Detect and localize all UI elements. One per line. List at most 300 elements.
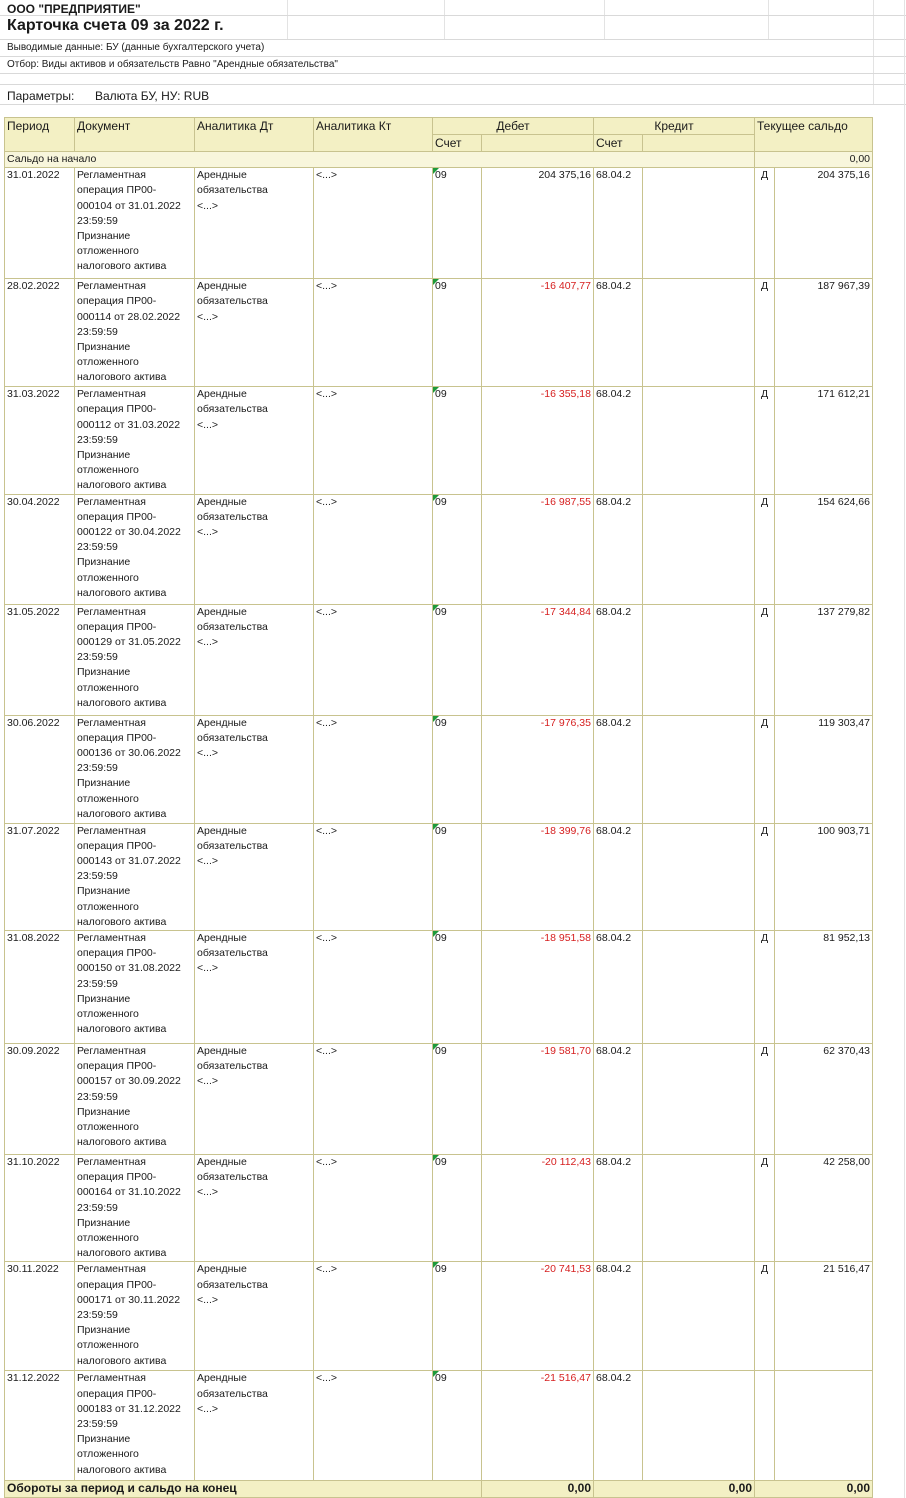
credit-account-cell: 68.04.2 [594, 168, 643, 279]
balance-cell: 171 612,21 [775, 387, 873, 494]
analytics-kt-cell: <...> [314, 1262, 433, 1371]
drilldown-marker-icon [433, 716, 439, 722]
analytics-dt-line: Арендные [197, 716, 247, 729]
analytics-dt-line: Арендные [197, 169, 247, 182]
credit-sum-cell [643, 1371, 755, 1481]
period-cell[interactable]: 31.03.2022 [5, 387, 75, 494]
analytics-dt-line: <...> [197, 526, 219, 539]
debit-sum-cell: -16 355,18 [482, 387, 594, 494]
debit-sum-cell: -17 344,84 [482, 604, 594, 715]
credit-account-cell: 68.04.2 [594, 279, 643, 387]
debit-account-text: 09 [435, 605, 447, 618]
debit-account-text: 09 [435, 280, 447, 293]
drilldown-marker-icon [433, 824, 439, 830]
document-line: операция ПР00- [77, 620, 157, 633]
balance-cell: 62 370,43 [775, 1044, 873, 1155]
document-line: Регламентная [77, 824, 146, 837]
balance-cell [775, 1371, 873, 1481]
grid-edge [904, 0, 905, 1498]
debit-account-text: 09 [435, 388, 447, 401]
drilldown-marker-icon [433, 605, 439, 611]
table-row [5, 931, 873, 1044]
document-line: 000136 от 30.06.2022 [77, 747, 181, 760]
document-line: 000171 от 30.11.2022 [77, 1293, 181, 1306]
document-line: отложенного [77, 245, 139, 258]
credit-sum-cell [643, 1155, 755, 1262]
document-line: отложенного [77, 1448, 139, 1461]
col-period: Период [5, 118, 75, 152]
document-line: Регламентная [77, 1372, 146, 1385]
credit-account-cell: 68.04.2 [594, 494, 643, 604]
document-line: отложенного [77, 681, 139, 694]
document-line: Регламентная [77, 716, 146, 729]
analytics-dt-line: обязательства [197, 295, 268, 308]
document-line: отложенного [77, 464, 139, 477]
balance-type-cell: Д [755, 1262, 775, 1371]
table-row [5, 494, 873, 604]
analytics-dt-line: обязательства [197, 620, 268, 633]
analytics-dt-line: <...> [197, 310, 219, 323]
analytics-kt-cell: <...> [314, 931, 433, 1044]
analytics-kt-cell: <...> [314, 823, 433, 930]
credit-account-cell: 68.04.2 [594, 931, 643, 1044]
document-line: 000104 от 31.01.2022 [77, 199, 181, 212]
analytics-dt-line: <...> [197, 747, 219, 760]
analytics-dt-line: обязательства [197, 1387, 268, 1400]
analytics-dt-line: Арендные [197, 495, 247, 508]
document-cell[interactable] [75, 168, 195, 279]
document-line: налогового актива [77, 1023, 167, 1036]
document-line: 23:59:59 [77, 1090, 118, 1103]
opening-balance-row [5, 152, 873, 168]
params-label: Параметры: [7, 89, 75, 103]
document-line: 000164 от 31.10.2022 [77, 1186, 181, 1199]
document-line: 23:59:59 [77, 1418, 118, 1431]
debit-account-cell[interactable] [433, 279, 482, 387]
totals-row [5, 1481, 873, 1497]
analytics-dt-cell [195, 1371, 314, 1481]
analytics-kt-cell: <...> [314, 168, 433, 279]
credit-sum-cell [643, 279, 755, 387]
balance-type-cell: Д [755, 604, 775, 715]
balance-type-cell: Д [755, 1044, 775, 1155]
period-cell[interactable]: 31.01.2022 [5, 168, 75, 279]
col-analytics-dt: Аналитика Дт [195, 118, 314, 152]
credit-sum-cell [643, 823, 755, 930]
analytics-dt-line: обязательства [197, 1171, 268, 1184]
document-cell[interactable] [75, 494, 195, 604]
analytics-dt-cell [195, 1044, 314, 1155]
col-debit: Дебет [433, 118, 594, 135]
analytics-dt-line: Арендные [197, 824, 247, 837]
header-row [5, 118, 873, 135]
period-cell[interactable]: 31.12.2022 [5, 1371, 75, 1481]
document-line: налогового актива [77, 1247, 167, 1260]
document-line: Признание [77, 449, 131, 462]
balance-cell: 81 952,13 [775, 931, 873, 1044]
balance-type-cell: Д [755, 387, 775, 494]
analytics-dt-line: <...> [197, 636, 219, 649]
document-line: Регламентная [77, 1263, 146, 1276]
document-line: 23:59:59 [77, 433, 118, 446]
col-balance: Текущее сальдо [755, 118, 873, 152]
analytics-dt-cell [195, 931, 314, 1044]
balance-type-cell: Д [755, 279, 775, 387]
balance-cell: 42 258,00 [775, 1155, 873, 1262]
balance-type-cell: Д [755, 168, 775, 279]
document-line: Признание [77, 1216, 131, 1229]
document-line: Регламентная [77, 388, 146, 401]
totals-label: Обороты за период и сальдо на конец [5, 1481, 482, 1497]
document-cell[interactable] [75, 387, 195, 494]
analytics-dt-line: Арендные [197, 388, 247, 401]
analytics-dt-line: <...> [197, 1186, 219, 1199]
drilldown-marker-icon [433, 1155, 439, 1161]
document-line: отложенного [77, 1339, 139, 1352]
document-line: 23:59:59 [77, 1309, 118, 1322]
credit-account-cell: 68.04.2 [594, 1044, 643, 1155]
balance-cell: 204 375,16 [775, 168, 873, 279]
table-row [5, 279, 873, 387]
document-line: 23:59:59 [77, 870, 118, 883]
credit-sum-cell [643, 387, 755, 494]
balance-cell: 154 624,66 [775, 494, 873, 604]
report-title: Карточка счета 09 за 2022 г. [7, 17, 224, 34]
document-line: 23:59:59 [77, 977, 118, 990]
document-cell[interactable] [75, 1262, 195, 1371]
table-row [5, 168, 873, 279]
document-line: Регламентная [77, 280, 146, 293]
document-line: Признание [77, 1324, 131, 1337]
filter-text: Отбор: Виды активов и обязательств Равно "Арендные обязательства" [7, 59, 338, 70]
analytics-dt-line: обязательства [197, 184, 268, 197]
debit-account-cell[interactable] [433, 715, 482, 823]
spacer-line [0, 74, 906, 85]
analytics-dt-line: Арендные [197, 1372, 247, 1385]
balance-type-cell: Д [755, 715, 775, 823]
document-line: отложенного [77, 1232, 139, 1245]
document-line: Регламентная [77, 932, 146, 945]
document-line: отложенного [77, 356, 139, 369]
document-line: налогового актива [77, 1354, 167, 1367]
balance-cell: 119 303,47 [775, 715, 873, 823]
analytics-dt-line: Арендные [197, 280, 247, 293]
drilldown-marker-icon [433, 279, 439, 285]
org-name: ООО "ПРЕДПРИЯТИЕ" [7, 2, 141, 16]
table-row [5, 823, 873, 930]
analytics-dt-line: обязательства [197, 510, 268, 523]
credit-sum-cell [643, 494, 755, 604]
analytics-dt-cell [195, 1262, 314, 1371]
document-cell[interactable] [75, 1044, 195, 1155]
col-analytics-kt: Аналитика Кт [314, 118, 433, 152]
document-cell[interactable] [75, 1155, 195, 1262]
analytics-dt-cell [195, 715, 314, 823]
document-line: Признание [77, 777, 131, 790]
document-cell[interactable] [75, 823, 195, 930]
balance-cell: 137 279,82 [775, 604, 873, 715]
table-row [5, 387, 873, 494]
document-line: Признание [77, 666, 131, 679]
analytics-kt-cell: <...> [314, 279, 433, 387]
debit-sum-cell: -17 976,35 [482, 715, 594, 823]
debit-sum-cell: -18 399,76 [482, 823, 594, 930]
debit-account-text: 09 [435, 1156, 447, 1169]
balance-type-cell: Д [755, 823, 775, 930]
period-cell[interactable]: 31.10.2022 [5, 1155, 75, 1262]
debit-sum-cell: 204 375,16 [482, 168, 594, 279]
document-line: 000122 от 30.04.2022 [77, 526, 181, 539]
document-line: отложенного [77, 792, 139, 805]
col-document: Документ [75, 118, 195, 152]
document-line: 23:59:59 [77, 1201, 118, 1214]
analytics-dt-cell [195, 1155, 314, 1262]
output-data-text: Выводимые данные: БУ (данные бухгалтерского учета) [7, 42, 265, 53]
analytics-dt-cell [195, 387, 314, 494]
debit-account-text: 09 [435, 1045, 447, 1058]
debit-account-text: 09 [435, 1263, 447, 1276]
document-line: операция ПР00- [77, 839, 157, 852]
document-line: 23:59:59 [77, 214, 118, 227]
document-line: операция ПР00- [77, 1278, 157, 1291]
totals-balance: 0,00 [755, 1481, 873, 1497]
document-cell[interactable] [75, 604, 195, 715]
analytics-dt-line: обязательства [197, 1060, 268, 1073]
document-cell[interactable] [75, 1371, 195, 1481]
col-debit-sum [482, 135, 594, 152]
document-line: операция ПР00- [77, 184, 157, 197]
document-line: 000150 от 31.08.2022 [77, 962, 181, 975]
document-line: отложенного [77, 1008, 139, 1021]
period-cell[interactable]: 30.04.2022 [5, 494, 75, 604]
debit-account-cell[interactable] [433, 931, 482, 1044]
drilldown-marker-icon [433, 168, 439, 174]
analytics-dt-line: <...> [197, 962, 219, 975]
debit-account-cell[interactable] [433, 1044, 482, 1155]
analytics-kt-cell: <...> [314, 1155, 433, 1262]
document-line: операция ПР00- [77, 510, 157, 523]
col-credit-account: Счет [594, 135, 643, 152]
credit-account-cell: 68.04.2 [594, 715, 643, 823]
debit-sum-cell: -16 987,55 [482, 494, 594, 604]
document-line: Признание [77, 885, 131, 898]
balance-type-cell [755, 1371, 775, 1481]
drilldown-marker-icon [433, 1044, 439, 1050]
table-row [5, 1044, 873, 1155]
document-line: отложенного [77, 900, 139, 913]
analytics-dt-line: Арендные [197, 932, 247, 945]
debit-account-cell[interactable] [433, 387, 482, 494]
document-line: налогового актива [77, 260, 167, 273]
document-line: операция ПР00- [77, 403, 157, 416]
document-line: 23:59:59 [77, 762, 118, 775]
analytics-dt-line: обязательства [197, 1278, 268, 1291]
debit-account-cell[interactable] [433, 1155, 482, 1262]
analytics-kt-cell: <...> [314, 604, 433, 715]
analytics-dt-line: <...> [197, 1293, 219, 1306]
document-line: налогового актива [77, 915, 167, 928]
document-line: налогового актива [77, 479, 167, 492]
debit-account-cell[interactable] [433, 494, 482, 604]
document-line: 23:59:59 [77, 651, 118, 664]
col-credit-sum [643, 135, 755, 152]
analytics-dt-cell [195, 604, 314, 715]
debit-account-text: 09 [435, 716, 447, 729]
credit-sum-cell [643, 1044, 755, 1155]
credit-sum-cell [643, 715, 755, 823]
credit-account-cell: 68.04.2 [594, 823, 643, 930]
credit-sum-cell [643, 168, 755, 279]
debit-sum-cell: -21 516,47 [482, 1371, 594, 1481]
balance-cell: 21 516,47 [775, 1262, 873, 1371]
period-cell[interactable]: 31.05.2022 [5, 604, 75, 715]
analytics-dt-line: обязательства [197, 839, 268, 852]
document-line: 000114 от 28.02.2022 [77, 310, 181, 323]
analytics-dt-cell [195, 823, 314, 930]
credit-account-cell: 68.04.2 [594, 1262, 643, 1371]
table-row [5, 1371, 873, 1481]
totals-debit: 0,00 [482, 1481, 594, 1497]
document-line: налогового актива [77, 696, 167, 709]
document-cell[interactable] [75, 279, 195, 387]
period-cell[interactable]: 30.09.2022 [5, 1044, 75, 1155]
debit-account-cell[interactable] [433, 1262, 482, 1371]
document-line: операция ПР00- [77, 295, 157, 308]
document-line: 000183 от 31.12.2022 [77, 1402, 181, 1415]
credit-account-cell: 68.04.2 [594, 1155, 643, 1262]
document-line: отложенного [77, 571, 139, 584]
document-line: 000112 от 31.03.2022 [77, 418, 181, 431]
analytics-dt-line: Арендные [197, 605, 247, 618]
document-line: 000157 от 30.09.2022 [77, 1075, 181, 1088]
document-line: Регламентная [77, 1045, 146, 1058]
document-line: налогового актива [77, 586, 167, 599]
analytics-dt-line: Арендные [197, 1045, 247, 1058]
debit-account-cell[interactable] [433, 823, 482, 930]
document-line: 23:59:59 [77, 325, 118, 338]
analytics-dt-cell [195, 279, 314, 387]
debit-account-text: 09 [435, 932, 447, 945]
analytics-dt-line: обязательства [197, 731, 268, 744]
credit-account-cell: 68.04.2 [594, 1371, 643, 1481]
document-line: операция ПР00- [77, 1171, 157, 1184]
analytics-dt-line: <...> [197, 1075, 219, 1088]
document-line: Регламентная [77, 1156, 146, 1169]
debit-account-text: 09 [435, 824, 447, 837]
document-line: операция ПР00- [77, 1060, 157, 1073]
document-line: операция ПР00- [77, 947, 157, 960]
document-line: налогового актива [77, 1463, 167, 1476]
debit-account-text: 09 [435, 495, 447, 508]
debit-sum-cell: -18 951,58 [482, 931, 594, 1044]
balance-type-cell: Д [755, 931, 775, 1044]
opening-label: Сальдо на начало [5, 152, 755, 168]
analytics-dt-line: <...> [197, 199, 219, 212]
credit-sum-cell [643, 604, 755, 715]
analytics-dt-line: <...> [197, 855, 219, 868]
analytics-kt-cell: <...> [314, 1044, 433, 1155]
document-line: налогового актива [77, 371, 167, 384]
document-line: Признание [77, 556, 131, 569]
document-line: налогового актива [77, 807, 167, 820]
analytics-kt-cell: <...> [314, 1371, 433, 1481]
analytics-dt-line: Арендные [197, 1156, 247, 1169]
drilldown-marker-icon [433, 1371, 439, 1377]
debit-account-cell[interactable] [433, 1371, 482, 1481]
credit-sum-cell [643, 931, 755, 1044]
drilldown-marker-icon [433, 495, 439, 501]
document-line: операция ПР00- [77, 731, 157, 744]
document-line: Признание [77, 230, 131, 243]
analytics-dt-line: обязательства [197, 403, 268, 416]
balance-cell: 100 903,71 [775, 823, 873, 930]
analytics-dt-line: Арендные [197, 1263, 247, 1276]
col-debit-account: Счет [433, 135, 482, 152]
document-line: 23:59:59 [77, 541, 118, 554]
debit-sum-cell: -16 407,77 [482, 279, 594, 387]
analytics-dt-line: <...> [197, 418, 219, 431]
period-cell[interactable]: 31.08.2022 [5, 931, 75, 1044]
document-line: отложенного [77, 1121, 139, 1134]
document-line: 000129 от 31.05.2022 [77, 636, 181, 649]
debit-account-text: 09 [435, 169, 447, 182]
document-line: Регламентная [77, 495, 146, 508]
debit-account-cell[interactable] [433, 604, 482, 715]
analytics-dt-line: <...> [197, 1402, 219, 1415]
drilldown-marker-icon [433, 1262, 439, 1268]
debit-sum-cell: -19 581,70 [482, 1044, 594, 1155]
debit-account-text: 09 [435, 1372, 447, 1385]
document-line: Регламентная [77, 169, 146, 182]
table-row [5, 604, 873, 715]
document-line: налогового актива [77, 1136, 167, 1149]
analytics-dt-cell [195, 168, 314, 279]
document-line: Признание [77, 1433, 131, 1446]
table-row [5, 715, 873, 823]
period-cell[interactable]: 30.11.2022 [5, 1262, 75, 1371]
period-cell[interactable]: 28.02.2022 [5, 279, 75, 387]
document-line: операция ПР00- [77, 1387, 157, 1400]
analytics-dt-cell [195, 494, 314, 604]
document-line: Признание [77, 341, 131, 354]
analytics-dt-line: обязательства [197, 947, 268, 960]
period-cell[interactable]: 30.06.2022 [5, 715, 75, 823]
balance-type-cell: Д [755, 1155, 775, 1262]
document-cell[interactable] [75, 931, 195, 1044]
debit-account-cell[interactable] [433, 168, 482, 279]
period-cell[interactable]: 31.07.2022 [5, 823, 75, 930]
balance-type-cell: Д [755, 494, 775, 604]
analytics-kt-cell: <...> [314, 387, 433, 494]
document-line: Признание [77, 992, 131, 1005]
debit-sum-cell: -20 741,53 [482, 1262, 594, 1371]
credit-sum-cell [643, 1262, 755, 1371]
document-line: Признание [77, 1105, 131, 1118]
drilldown-marker-icon [433, 387, 439, 393]
analytics-kt-cell: <...> [314, 715, 433, 823]
document-line: Регламентная [77, 605, 146, 618]
document-line: 000143 от 31.07.2022 [77, 855, 181, 868]
table-row [5, 1155, 873, 1262]
document-cell[interactable] [75, 715, 195, 823]
params-value: Валюта БУ, НУ: RUB [95, 89, 210, 103]
opening-value: 0,00 [755, 152, 873, 168]
table-row [5, 1262, 873, 1371]
drilldown-marker-icon [433, 931, 439, 937]
balance-cell: 187 967,39 [775, 279, 873, 387]
debit-sum-cell: -20 112,43 [482, 1155, 594, 1262]
analytics-kt-cell: <...> [314, 494, 433, 604]
